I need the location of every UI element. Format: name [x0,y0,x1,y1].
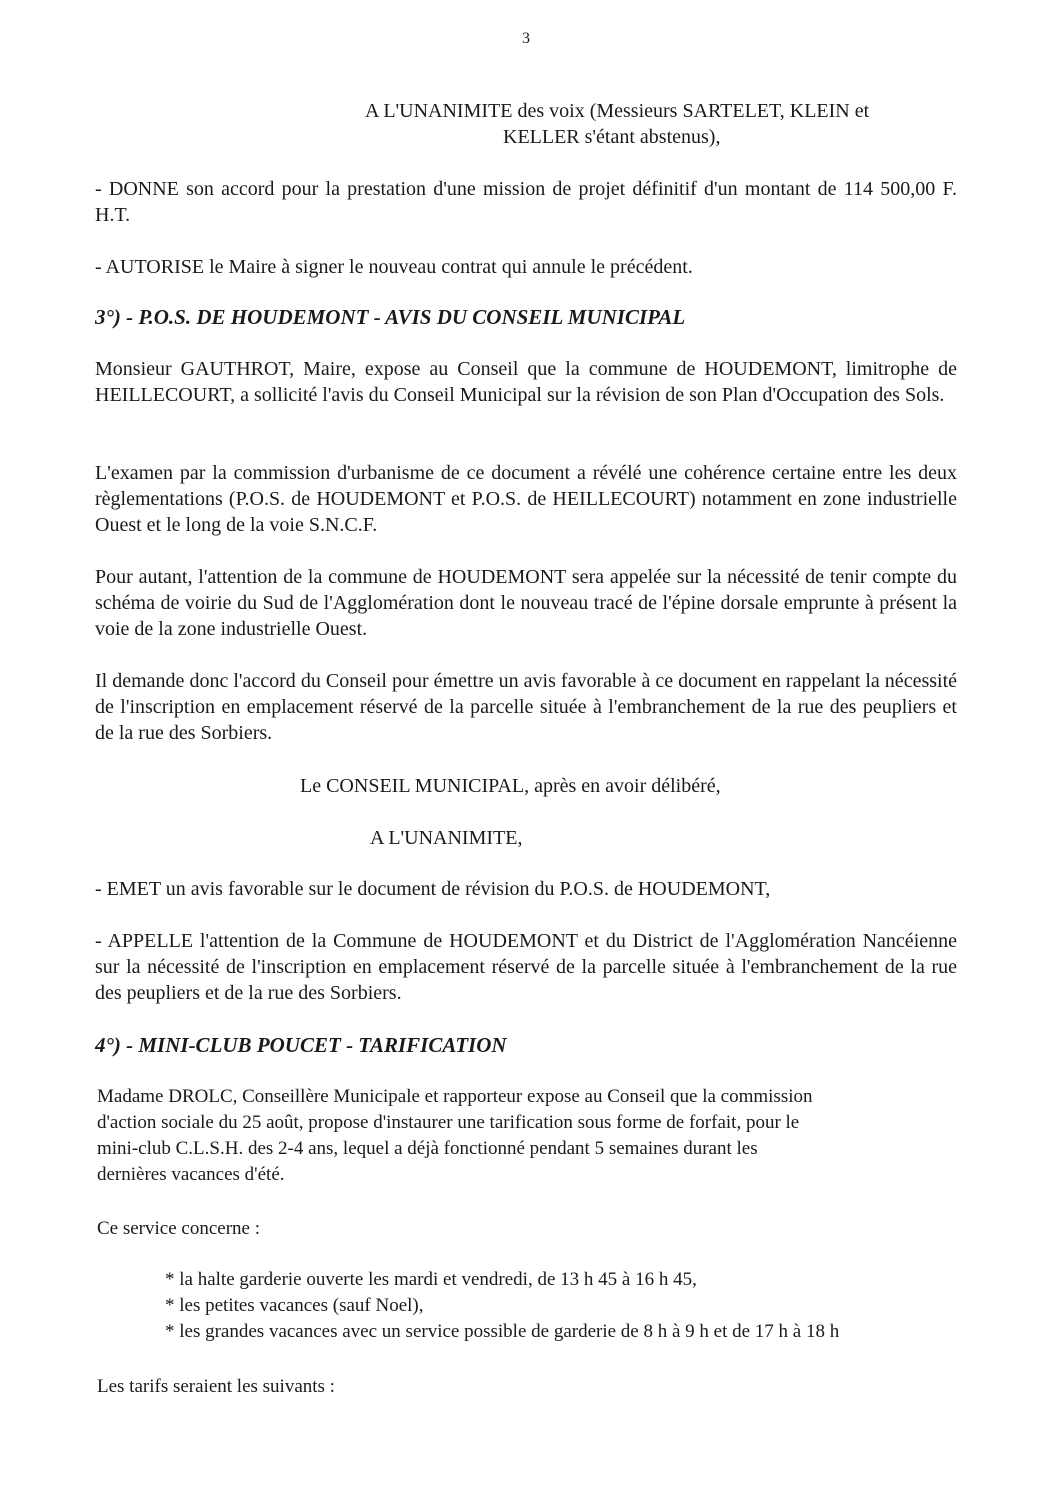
section-4-paragraph-line-1: Madame DROLC, Conseillère Municipale et rapporteur expose au Conseil que la commission [97,1086,813,1107]
section-4-paragraph-line-2: d'action sociale du 25 août, propose d'instaurer une tarification sous forme de forfait, pour le [97,1112,800,1133]
section-4-title: 4°) - MINI-CLUB POUCET - TARIFICATION [95,1033,507,1057]
decision-autorise: - AUTORISE le Maire à signer le nouveau contrat qui annule le précédent. [95,256,693,278]
vote-unanimite: A L'UNANIMITE, [370,827,523,849]
decision-appelle: - APPELLE l'attention de la Commune de HOUDEMONT et du District de l'Agglomération Nancéienne sur la nécessité de l'inscription en emplacement réservé de la parcelle située à l'embranchement de la rue des peupliers et de la rue des Sorbiers. [95,930,957,1004]
service-intro: Ce service concerne : [97,1218,260,1239]
deliberation-line: Le CONSEIL MUNICIPAL, après en avoir délibéré, [300,775,721,797]
section-3-title: 3°) - P.O.S. DE HOUDEMONT - AVIS DU CONSEIL MUNICIPAL [95,305,686,329]
section-4-paragraph-line-4: dernières vacances d'été. [97,1164,285,1185]
service-list-item: * la halte garderie ouverte les mardi et vendredi, de 13 h 45 à 16 h 45, [165,1269,697,1290]
service-list-item: * les petites vacances (sauf Noel), [165,1295,424,1316]
section-3-paragraph-1: Monsieur GAUTHROT, Maire, expose au Conseil que la commune de HOUDEMONT, limitrophe de HEILLECOURT, a sollicité l'avis du Conseil Municipal sur la révision de son Plan d'Occupation des Sols. [95,358,957,406]
section-3-paragraph-2: L'examen par la commission d'urbanisme de ce document a révélé une cohérence certaine entre les deux règlementations (P.O.S. de HOUDEMONT et P.O.S. de HEILLECOURT) notamment en zone industrielle Ouest et le long de la voie S.N.C.F. [95,462,957,536]
section-3-paragraph-3: Pour autant, l'attention de la commune de HOUDEMONT sera appelée sur la nécessité de tenir compte du schéma de voirie du Sud de l'Agglomération dont le nouveau tracé de l'épine dorsale emprunte à présent la voie de la zone industrielle Ouest. [95,566,957,640]
section-4-paragraph-line-3: mini-club C.L.S.H. des 2-4 ans, lequel a déjà fonctionné pendant 5 semaines durant les [97,1138,758,1159]
page-number: 3 [522,30,530,47]
decision-emet: - EMET un avis favorable sur le document de révision du P.O.S. de HOUDEMONT, [95,878,771,900]
vote-line-2: KELLER s'étant abstenus), [503,126,721,148]
tarifs-intro: Les tarifs seraient les suivants : [97,1376,335,1397]
service-list-item: * les grandes vacances avec un service possible de garderie de 8 h à 9 h et de 17 h à 18 h [165,1321,840,1342]
section-3-paragraph-4: Il demande donc l'accord du Conseil pour émettre un avis favorable à ce document en rappelant la nécessité de l'inscription en emplacement réservé de la parcelle située à l'embranchement de la rue des peupliers et de la rue des Sorbiers. [95,670,957,744]
vote-line-1: A L'UNANIMITE des voix (Messieurs SARTELET, KLEIN et [365,100,870,122]
decision-donne: - DONNE son accord pour la prestation d'une mission de projet définitif d'un montant de 114 500,00 F. H.T. [95,178,957,226]
